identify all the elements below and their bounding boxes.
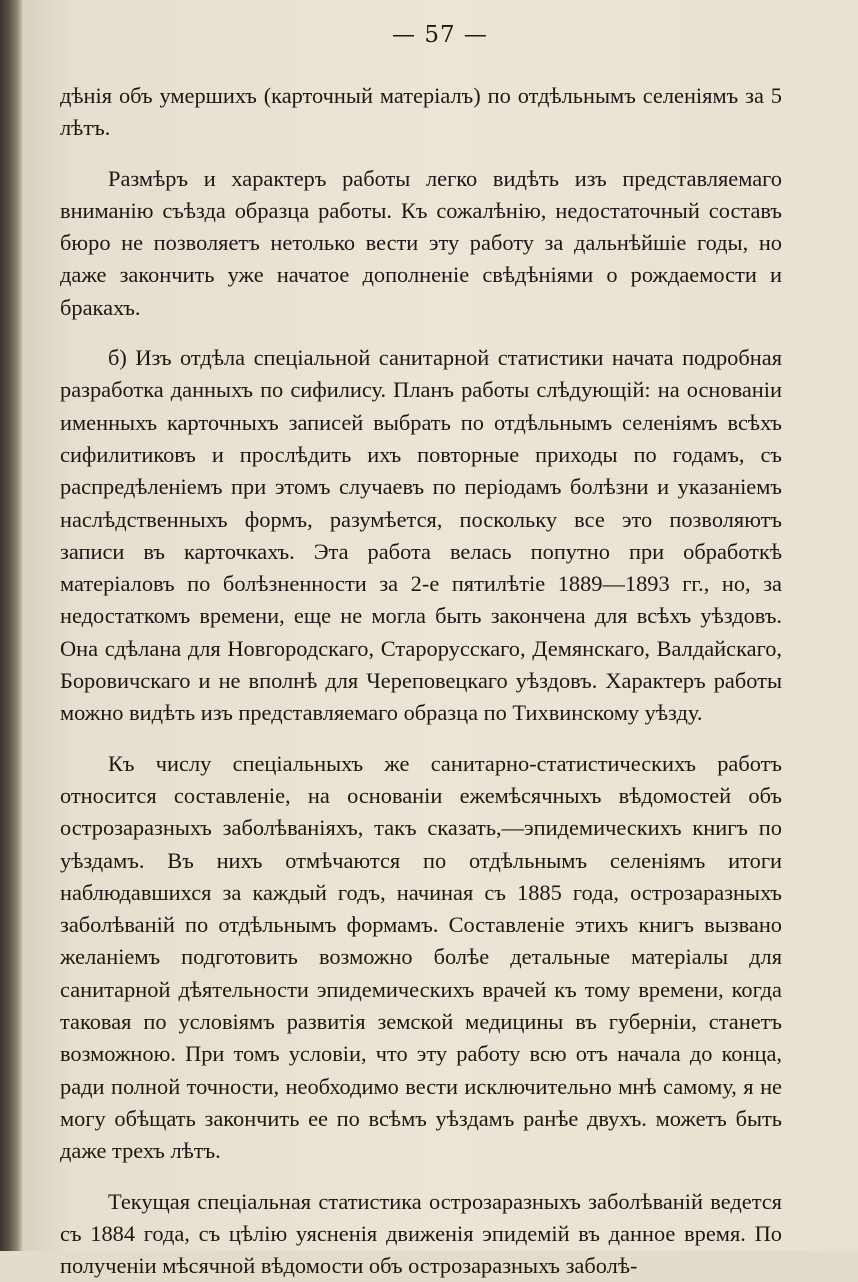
book-page (22, 0, 858, 1251)
page-number-header: — 57 — (22, 22, 858, 48)
paragraph-continuation: дѣнія объ умершихъ (карточный матеріалъ) по отдѣльнымъ селеніямъ за 5 лѣтъ. (60, 80, 782, 145)
paragraph-epidemic-books: Къ числу спеціальныхъ же санитарно-статистическихъ работъ относится составленіе, на основаніи ежемѣсячныхъ вѣдомостей объ острозаразныхъ заболѣваніяхъ, такъ сказать,—эпидемическихъ книгъ по уѣздамъ. Въ нихъ отмѣчаются по отдѣльнымъ селеніямъ итоги наблюдавшихся за каждый годъ, начиная съ 1885 года, острозаразныхъ заболѣваній по отдѣльнымъ формамъ. Составленіе этихъ книгъ вызвано желаніемъ подготовить возможно болѣе детальные матеріалы для санитарной дѣятельности эпидемическихъ врачей къ тому времени, когда таковая по условіямъ развитія земской медицины въ губерніи, станетъ возможною. При томъ условіи, что эту работу всю отъ начала до конца, ради полной точности, необходимо вести исключительно мнѣ самому, я не могу обѣщать закончить ее по всѣмъ уѣздамъ ранѣе двухъ. можетъ быть даже трехъ лѣтъ. (60, 748, 782, 1168)
paragraph-work-scope: Размѣръ и характеръ работы легко видѣть изъ представляемаго вниманію съѣзда образца работы. Къ сожалѣнію, недостаточный составъ бюро не позволяетъ нетолько вести эту работу за дальнѣйшіе годы, но даже закончить уже начатое дополненіе свѣдѣніями о рождаемости и бракахъ. (60, 163, 782, 324)
paragraph-syphilis-statistics: б) Изъ отдѣла спеціальной санитарной статистики начата подробная разработка данныхъ по сифилису. Планъ работы слѣдующій: на основаніи именныхъ карточныхъ записей выбрать по отдѣльнымъ селеніямъ всѣхъ сифилитиковъ и прослѣдить ихъ повторные приходы по годамъ, съ распредѣленіемъ при этомъ случаевъ по періодамъ болѣзни и указаніемъ наслѣдственныхъ формъ, разумѣется, поскольку все это позволяютъ записи въ карточкахъ. Эта работа велась попутно при обработкѣ матеріаловъ по болѣзненности за 2-е пятилѣтіе 1889—1893 гг., но, за недостаткомъ времени, еще не могла быть закончена для всѣхъ уѣздовъ. Она сдѣлана для Новгородскаго, Старорусскаго, Демянскаго, Валдайскаго, Боровичскаго и не вполнѣ для Череповецкаго уѣздовъ. Характеръ работы можно видѣть изъ представляемаго образца по Тихвинскому уѣзду. (60, 342, 782, 730)
paragraph-current-statistics: Текущая спеціальная статистика острозаразныхъ заболѣваній ведется съ 1884 года, съ цѣлію уясненія движенія эпидемій въ данное время. По полученіи мѣсячной вѣдомости объ острозаразныхъ заболѣ- (60, 1186, 782, 1282)
page-body-text (60, 80, 782, 1282)
book-binding-edge (0, 0, 22, 1251)
